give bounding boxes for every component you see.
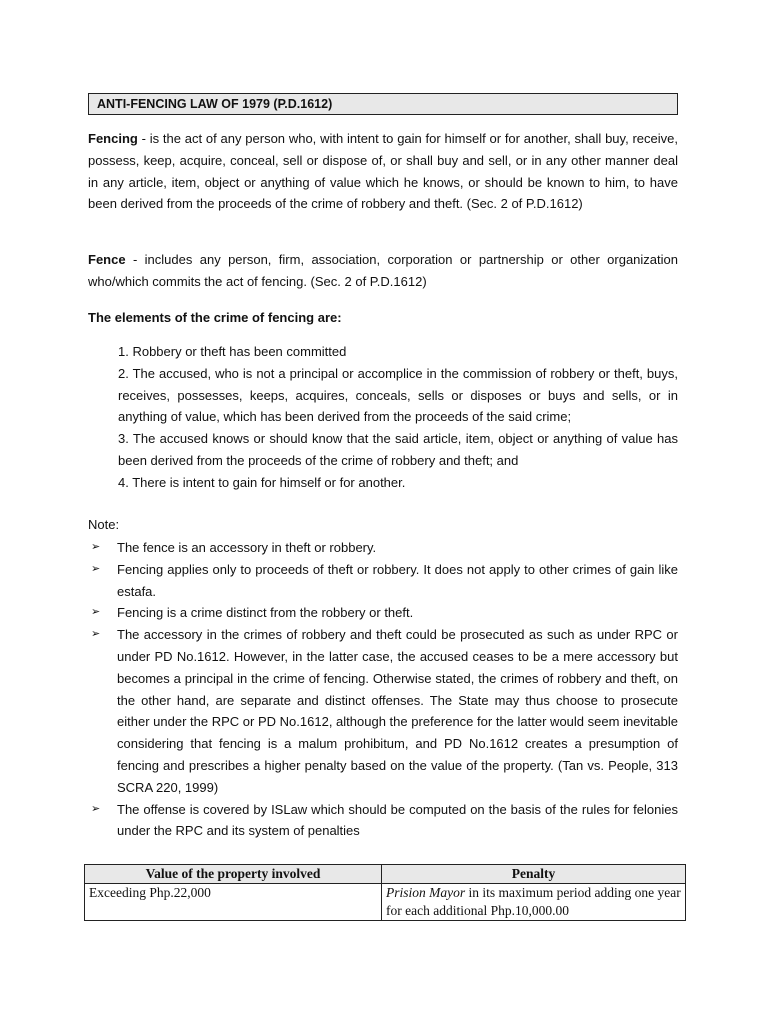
arrow-bullet-icon: ➢ [91,628,101,641]
fence-definition-text: - includes any person, firm, association, corporation or partnership or other organization who/which commits the act of fencing. (Sec. 2 of P.D.1612) [88,252,678,289]
header-penalty: Penalty [382,865,686,884]
note-item [88,537,678,559]
elements-list [118,341,678,494]
penalty-rest-text: in its maximum period adding one year for each additional Php.10,000.00 [386,885,681,918]
table-row [85,884,686,921]
note-text: The accessory in the crimes of robbery and theft could be prosecuted as such as under RPC or under PD No.1612. However, in the latter case, the accused ceases to be a mere accessory but becomes a principal in the crime of fencing. Otherwise stated, the crimes of robbery and theft, on the other hand, are separate and distinct offenses. The State may thus choose to prosecute either under the RPC or PD No.1612, although the preference for the latter would seem inevitable considering that fencing is a malum prohibitum, and PD No.1612 creates a presumption of fencing and prescribes a higher penalty based on the value of the property. (Tan vs. People, 313 SCRA 220, 1999) [117,627,678,795]
note-item [88,602,678,624]
note-item [88,799,678,843]
note-text: The offense is covered by ISLaw which should be computed on the basis of the rules for felonies under the RPC and its system of penalties [117,801,678,839]
penalty-italic-term: Prision Mayor [386,885,466,900]
element-item-4: 4. There is intent to gain for himself or for another. [118,474,406,490]
element-item-1: 1. Robbery or theft has been committed [118,344,347,359]
note-item [88,624,678,798]
header-property-value: Value of the property involved [85,865,382,884]
note-text: Fencing is a crime distinct from the robbery or theft. [117,605,414,621]
fencing-definition-text: - is the act of any person who, with intent to gain for himself or for another, shall buy, receive, possess, keep, acquire, conceal, sell or dispose of, or shall buy and sell, or in any other manner deal in any article, item, object or anything of value which he knows, or should be known to him, to have been derived from the proceeds of the crime of robbery and theft. (Sec. 2 of P.D.1612) [88,131,678,212]
arrow-bullet-icon: ➢ [91,606,101,619]
document-title: ANTI-FENCING LAW OF 1979 (P.D.1612) [88,93,678,115]
notes-list [88,537,678,842]
note-label: Note: [88,517,120,532]
note-item [88,559,678,603]
arrow-bullet-icon: ➢ [91,541,101,553]
note-text: Fencing applies only to proceeds of theft or robbery. It does not apply to other crimes of gain like estafa. [117,561,678,599]
fencing-definition [88,128,678,215]
note-text: The fence is an accessory in theft or robbery. [117,540,377,555]
penalty-table [84,864,686,921]
cell-property-value: Exceeding Php.22,000 [85,884,382,921]
fence-term: Fence [88,252,126,267]
fence-definition [88,249,678,293]
element-item-3: 3. The accused knows or should know that the said article, item, object or anything of value has been derived from the proceeds of the crime of robbery and theft; and [118,431,678,468]
arrow-bullet-icon: ➢ [91,562,101,575]
fencing-term: Fencing [88,131,138,146]
elements-heading: The elements of the crime of fencing are: [88,310,342,325]
table-header-row [85,865,686,884]
cell-penalty [382,884,686,921]
element-item-2: 2. The accused, who is not a principal or accomplice in the commission of robbery or theft, buys, receives, possesses, keeps, acquires, conceals, sells or disposes or buys and sells, or in anything of value, which has been derived from the proceeds of the said crime; [118,365,678,425]
arrow-bullet-icon: ➢ [91,802,101,815]
